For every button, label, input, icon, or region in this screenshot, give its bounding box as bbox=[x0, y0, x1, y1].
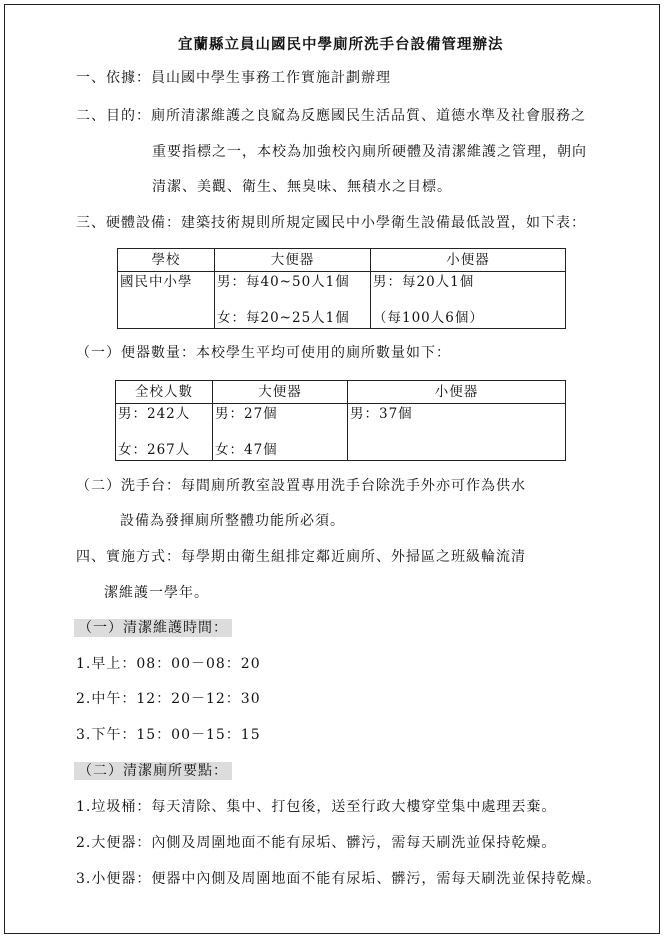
table1-large-cell bbox=[215, 272, 371, 329]
table2-people-cell bbox=[116, 404, 213, 461]
schedule-heading-text: （一）清潔維護時間： bbox=[74, 619, 232, 637]
schedule-morning: 1.早上：08：00－08：20 bbox=[76, 656, 261, 672]
table2-small-male: 男：37個 bbox=[350, 406, 413, 422]
table2-small-cell bbox=[348, 404, 566, 461]
point-toilet: 2.大便器：內側及周圍地面不能有尿垢、髒污，需每天刷洗並保持乾燥。 bbox=[76, 835, 557, 851]
document-title: 宜蘭縣立員山國民中學廁所洗手台設備管理辦法 bbox=[178, 36, 504, 53]
table2-large-cell bbox=[213, 404, 348, 461]
schedule-noon: 2.中午：12：20－12：30 bbox=[76, 691, 261, 707]
table1-header-small: 小便器 bbox=[371, 249, 566, 272]
section-sink-line-1: （二）洗手台：每間廁所教室設置專用洗手台除洗手外亦可作為供水 bbox=[76, 478, 526, 494]
table1-small-cell bbox=[371, 272, 566, 329]
table2-header-small: 小便器 bbox=[348, 381, 566, 404]
table1-header-large: 大便器 bbox=[215, 249, 371, 272]
table2-people-female: 女：267人 bbox=[118, 442, 191, 458]
section-purpose-line-2: 重要指標之一，本校為加強校內廁所硬體及清潔維護之管理，朝向 bbox=[152, 144, 587, 160]
points-heading-text: （二）清潔廁所要點： bbox=[74, 762, 232, 780]
table2-large-male: 男：27個 bbox=[215, 406, 278, 422]
table2-header-people: 全校人數 bbox=[116, 381, 213, 404]
section-purpose-line-1: 二、目的：廁所清潔維護之良窳為反應國民生活品質、道德水準及社會服務之 bbox=[76, 108, 586, 124]
school-toilet-table bbox=[115, 380, 566, 461]
standards-table bbox=[117, 248, 566, 329]
section-toilet-count: （一）便器數量：本校學生平均可使用的廁所數量如下： bbox=[76, 345, 451, 361]
section-sink-line-2: 設備為發揮廁所整體功能所必須。 bbox=[120, 513, 345, 529]
section-purpose-line-3: 清潔、美觀、衛生、無臭味、無積水之目標。 bbox=[152, 179, 452, 195]
point-trash: 1.垃圾桶：每天清除、集中、打包後，送至行政大樓穿堂集中處理丟棄。 bbox=[76, 799, 557, 815]
table2-header-large: 大便器 bbox=[213, 381, 348, 404]
schedule-heading bbox=[74, 618, 232, 638]
table2-large-female: 女：47個 bbox=[215, 442, 278, 458]
table1-school-type: 國民中小學 bbox=[120, 274, 193, 290]
table2-people-male: 男：242人 bbox=[118, 406, 191, 422]
table1-large-female: 女：每20~25人1個 bbox=[217, 310, 350, 326]
section-implementation-line-2: 潔維護一學年。 bbox=[104, 585, 209, 601]
section-basis: 一、依據：員山國中學生事務工作實施計劃辦理 bbox=[76, 70, 391, 86]
points-heading bbox=[74, 761, 232, 781]
table1-large-male: 男：每40~50人1個 bbox=[217, 274, 350, 290]
table1-small-male: 男：每20人1個 bbox=[373, 274, 475, 290]
section-hardware: 三、硬體設備：建築技術規則所規定國民中小學衛生設備最低設置，如下表： bbox=[76, 215, 586, 231]
table1-row-label bbox=[118, 272, 215, 329]
table1-small-note: （每100人6個） bbox=[373, 310, 484, 326]
section-implementation-line-1: 四、實施方式：每學期由衛生組排定鄰近廁所、外掃區之班級輪流清 bbox=[76, 549, 526, 565]
point-urinal: 3.小便器：便器中內側及周圍地面不能有尿垢、髒污，需每天刷洗並保持乾燥。 bbox=[76, 871, 602, 887]
table1-header-school: 學校 bbox=[118, 249, 215, 272]
schedule-afternoon: 3.下午：15：00－15：15 bbox=[76, 727, 261, 743]
